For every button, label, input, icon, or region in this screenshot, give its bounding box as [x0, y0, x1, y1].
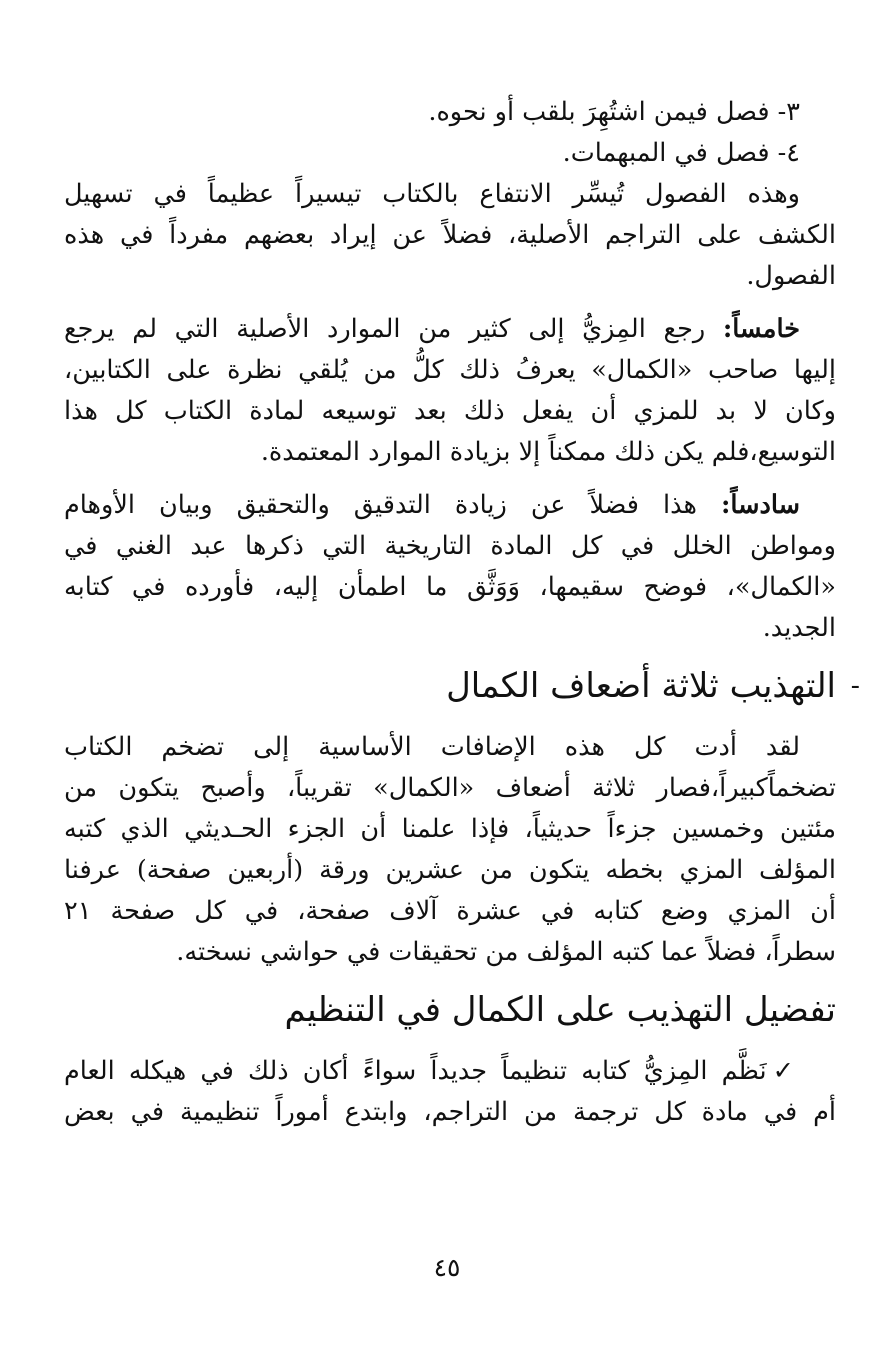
paragraph-line: ومواطن الخلل في كل المادة التاريخية التي ذكرها عبد الغني في [64, 531, 836, 561]
paragraph-line [64, 485, 836, 526]
section-heading [64, 659, 860, 713]
paragraph-line [64, 309, 836, 350]
paragraph-text: هذا فضلاً عن زيادة التدقيق والتحقيق وبيان الأوهام [64, 490, 697, 520]
paragraph [64, 1051, 836, 1133]
paragraph-line: مئتين وخمسين جزءاً حديثياً، فإذا علمنا أن الجزء الحـديثي الذي كتبه [64, 814, 836, 844]
paragraph-line: الكشف على التراجم الأصلية، فضلاً عن إيراد بعضهم مفرداً في هذه [64, 220, 836, 250]
paragraph [64, 174, 836, 297]
check-mark-icon: ✓ [772, 1056, 800, 1086]
paragraph [64, 485, 836, 649]
list-item: ٣- فصل فيمن اشتُهِرَ بلقب أو نحوه. [428, 97, 800, 127]
section-heading-text: تفضيل التهذيب على الكمال في التنظيم [284, 990, 836, 1030]
paragraph-line: سطراً، فضلاً عما كتبه المؤلف من تحقيقات في حواشي نسخته. [176, 937, 836, 967]
paragraph [64, 309, 836, 473]
paragraph-line: لقد أدت كل هذه الإضافات الأساسية إلى تضخم الكتاب [64, 732, 800, 762]
paragraph-lead: خامساً: [722, 314, 800, 344]
list-item: ٤- فصل في المبهمات. [562, 138, 800, 168]
paragraph-text: نَظَّم المِزيُّ كتابه تنظيماً جديداً سواءً أكان ذلك في هيكله العام [64, 1056, 767, 1086]
section-heading [64, 983, 836, 1037]
paragraph-line [64, 1051, 836, 1092]
heading-dash: - [850, 671, 860, 701]
paragraph-line: وكان لا بد للمزي أن يفعل ذلك بعد توسيعه لمادة الكتاب كل هذا [64, 396, 836, 426]
paragraph-line: وهذه الفصول تُيسِّر الانتفاع بالكتاب تيسيراً عظيماً في تسهيل [64, 179, 800, 209]
page-number: ٤٥ [433, 1253, 461, 1282]
paragraph-line: الجديد. [762, 613, 836, 643]
paragraph-line: إليها صاحب «الكمال» يعرفُ ذلك كلُّ من يُلقي نظرة على الكتابين، [64, 355, 836, 385]
paragraph-line: أن المزي وضع كتابه في عشرة آلاف صفحة، في كل صفحة ٢١ [64, 896, 836, 926]
paragraph-line: الفصول. [746, 261, 836, 291]
paragraph-lead: سادساً: [720, 490, 800, 520]
section-heading-text: التهذيب ثلاثة أضعاف الكمال [446, 666, 836, 706]
paragraph-text: رجع المِزيُّ إلى كثير من الموارد الأصلية التي لم يرجع [64, 314, 706, 344]
paragraph-line: التوسيع،فلم يكن ذلك ممكناً إلا بزيادة الموارد المعتمدة. [260, 437, 836, 467]
paragraph-line: المؤلف المزي بخطه يتكون من عشرين ورقة (أربعين صفحة) عرفنا [64, 855, 836, 885]
paragraph [64, 727, 836, 973]
list-items [64, 92, 836, 174]
paragraph-line: «الكمال»، فوضح سقيمها، وَوَثَّق ما اطمأن إليه، فأورده في كتابه [64, 572, 836, 602]
paragraph-line: أم في مادة كل ترجمة من التراجم، وابتدع أموراً تنظيمية في بعض [64, 1097, 836, 1127]
paragraph-line: تضخماًكبيراً،فصار ثلاثة أضعاف «الكمال» تقريباً، وأصبح يتكون من [64, 773, 836, 803]
